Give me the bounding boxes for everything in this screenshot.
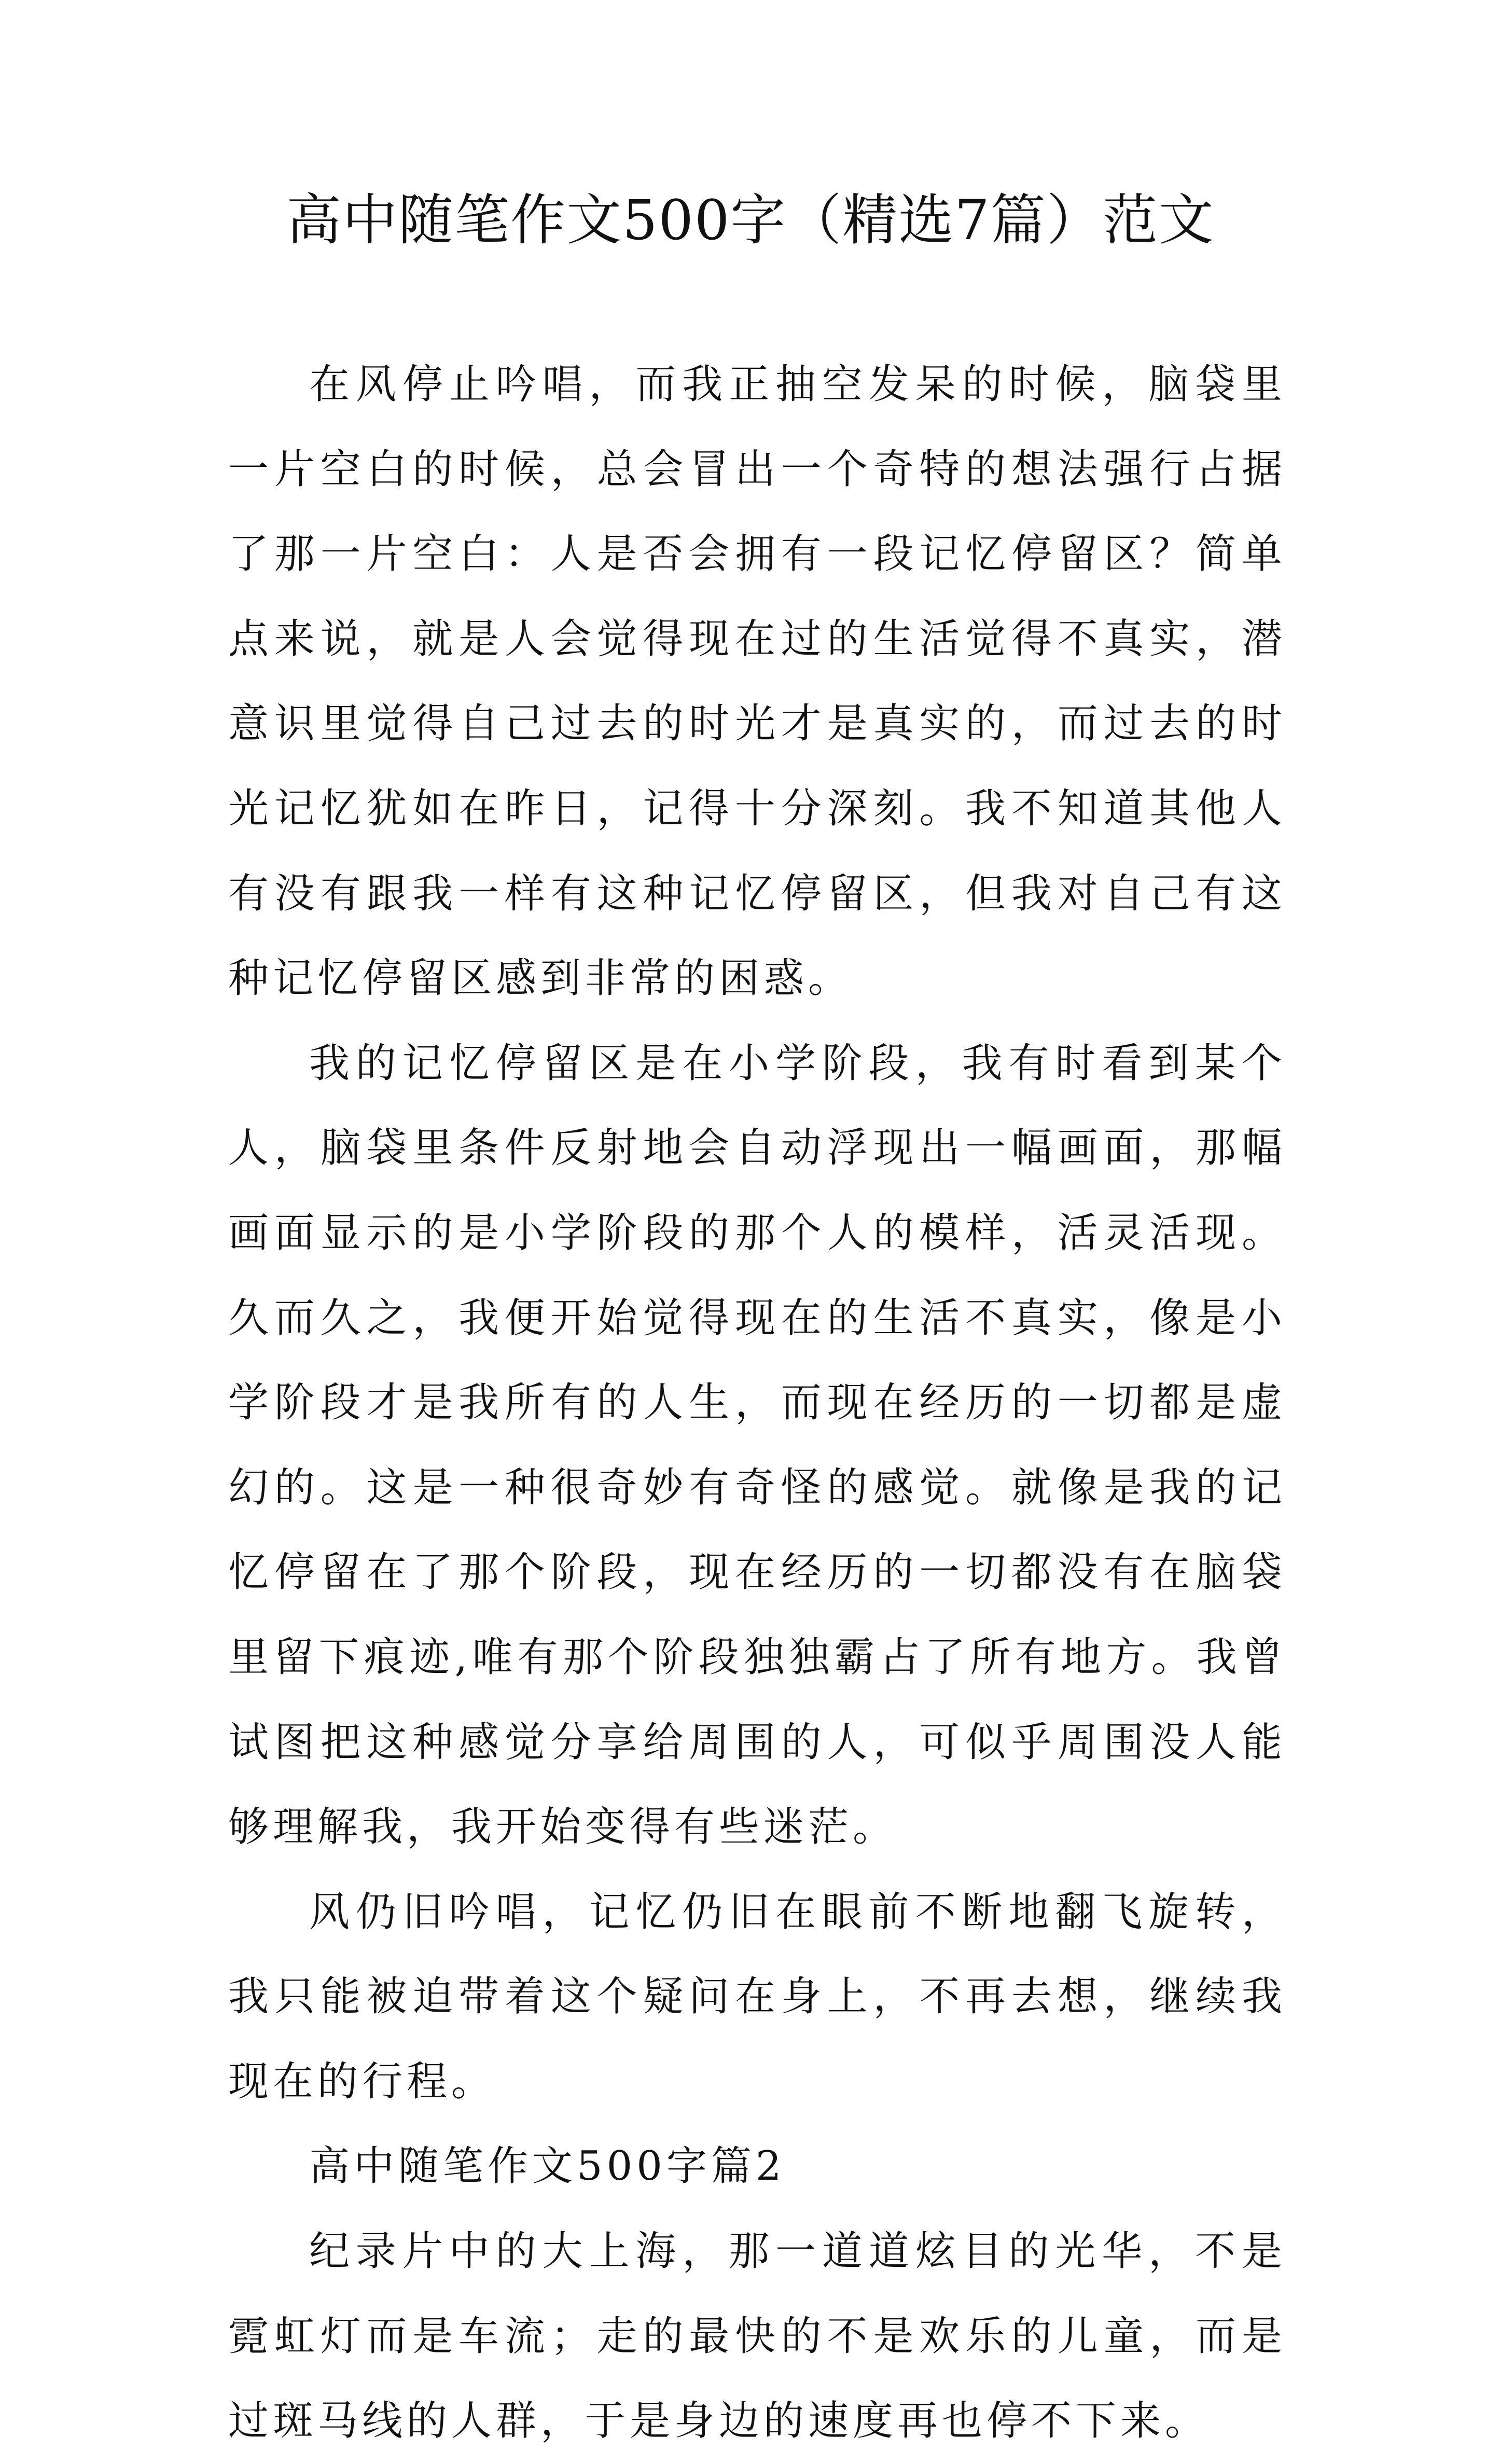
document-body [228, 342, 1286, 2464]
paragraph: 风仍旧吟唱，记忆仍旧在眼前不断地翻飞旋转，我只能被迫带着这个疑问在身上，不再去想，继续我现在的行程。 [228, 1888, 1286, 2105]
paragraph: 我的记忆停留区是在小学阶段，我有时看到某个人，脑袋里条件反射地会自动浮现出一幅画面，那幅画面显示的是小学阶段的那个人的模样，活灵活现。久而久之，我便开始觉得现在的生活不真实，像是小学阶段才是我所有的人生，而现在经历的一切都是虚幻的。这是一种很奇妙有奇怪的感觉。就像是我的记忆停留在了那个阶段，现在经历的一切都没有在脑袋里留下痕迹,唯有那个阶段独独霸占了所有地方。我曾试图把这种感觉分享给周围的人，可似乎周围没人能够理解我，我开始变得有些迷茫。 [228, 1040, 1286, 1851]
paragraph: 纪录片中的大上海，那一道道炫目的光华，不是霓虹灯而是车流；走的最快的不是欢乐的儿童，而是过斑马线的人群，于是身边的速度再也停不下来。 [228, 2228, 1286, 2445]
section-heading: 高中随笔作文500字篇2 [309, 2143, 786, 2190]
paragraph: 在风停止吟唱，而我正抽空发呆的时候，脑袋里一片空白的时候，总会冒出一个奇特的想法强行占据了那一片空白：人是否会拥有一段记忆停留区？简单点来说，就是人会觉得现在过的生活觉得不真实，潜意识里觉得自己过去的时光才是真实的，而过去的时光记忆犹如在昨日，记得十分深刻。我不知道其他人有没有跟我一样有这种记忆停留区，但我对自己有这种记忆停留区感到非常的困惑。 [228, 361, 1286, 1002]
document-title: 高中随笔作文500字（精选7篇）范文 [286, 188, 1215, 252]
